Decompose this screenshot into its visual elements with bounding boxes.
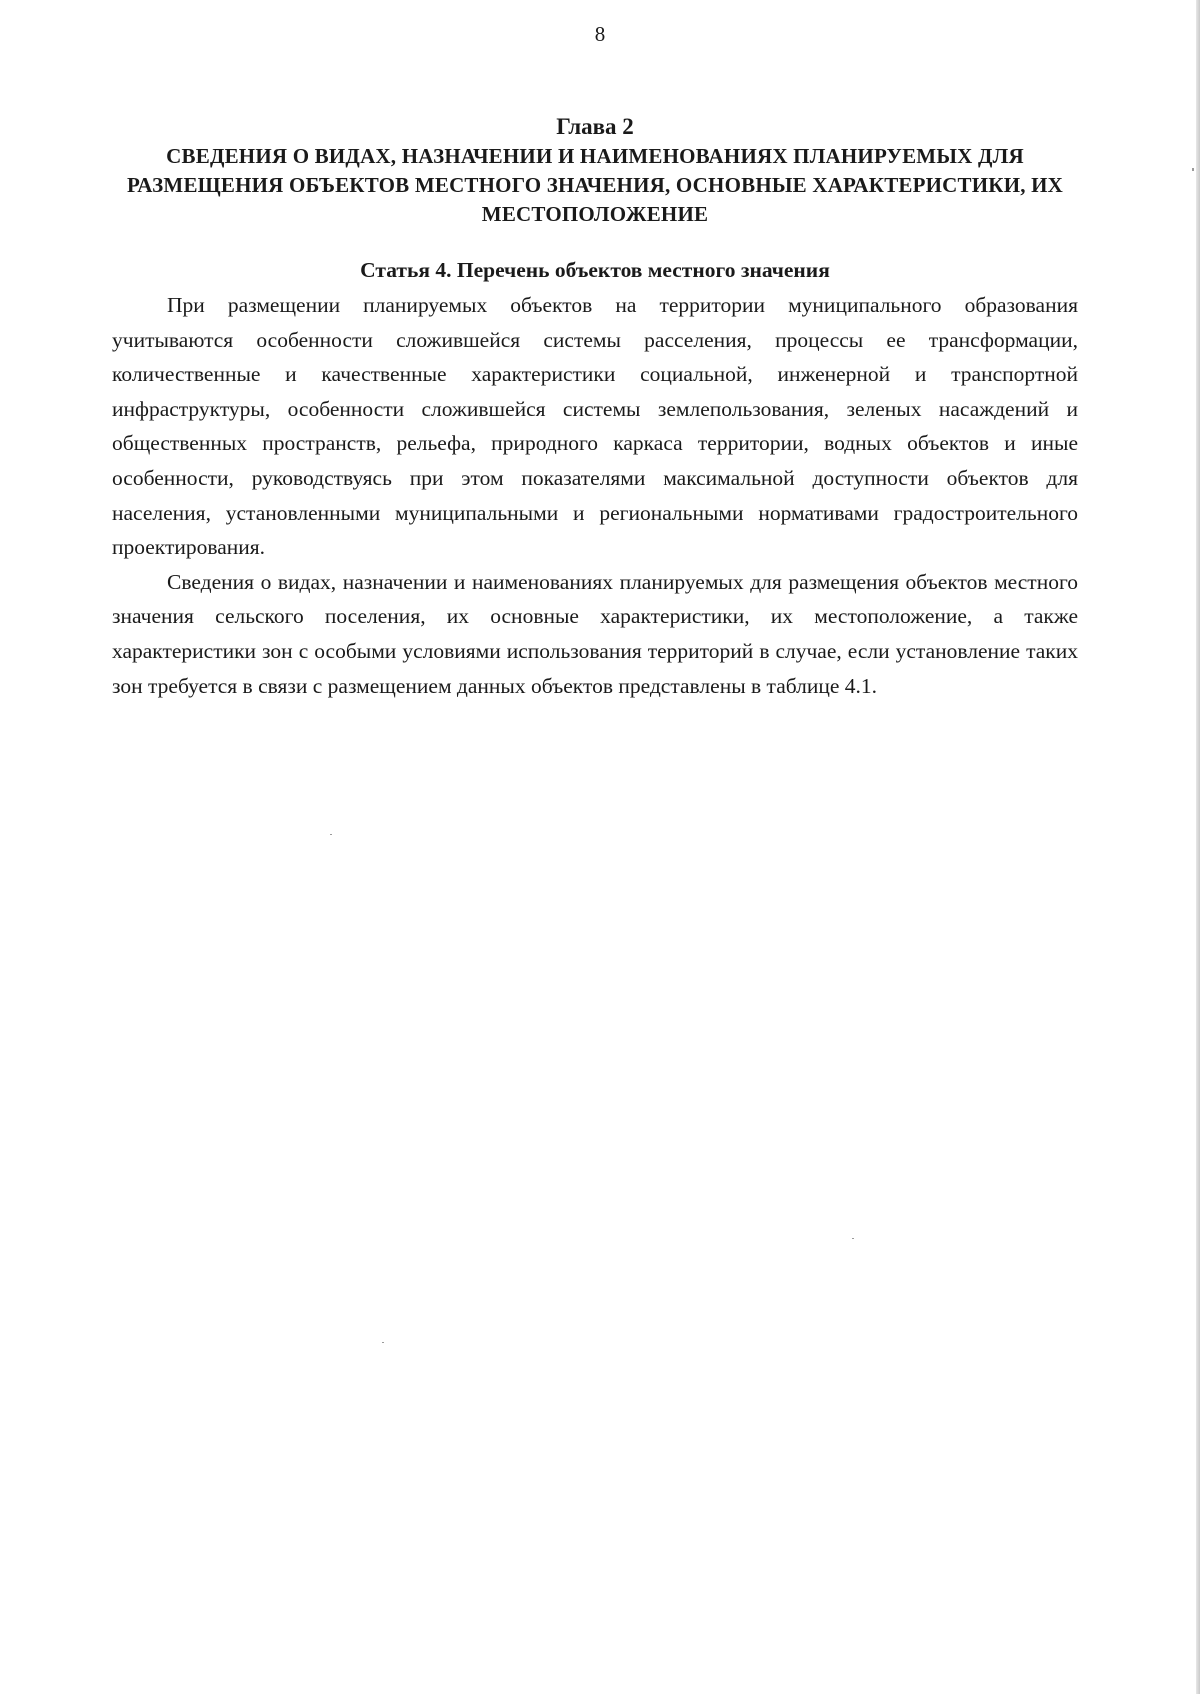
chapter-title: СВЕДЕНИЯ О ВИДАХ, НАЗНАЧЕНИИ И НАИМЕНОВАНИЯХ ПЛАНИРУЕМЫХ ДЛЯ РАЗМЕЩЕНИЯ ОБЪЕКТОВ МЕСТНОГО ЗНАЧЕНИЯ, ОСНОВНЫЕ ХАРАКТЕРИСТИКИ, ИХ МЕСТОПОЛОЖЕНИЕ [126,144,1064,226]
chapter-number: Глава 2 [556,114,634,139]
scan-speck [382,1342,384,1343]
chapter-heading [112,112,1078,229]
scan-speck [330,834,332,835]
paragraph: При размещении планируемых объектов на территории муниципального образования учитываются особенности сложившейся системы расселения, процессы ее трансформации, количественные и качественные характеристики социальной, инженерной и транспортной инфраструктуры, особенности сложившейся системы землепользования, зеленых насаждений и общественных пространств, рельефа, природного каркаса территории, водных объектов и иные особенности, руководствуясь при этом показателями максимальной доступности объектов для населения, установленными муниципальными и региональными нормативами градостроительного проектирования. [112,293,1078,560]
scan-speck [852,1238,854,1239]
page-number: 8 [594,22,606,46]
body-text [112,288,1078,703]
scan-edge [1196,0,1200,1694]
scan-speck [1192,168,1194,171]
article-title: Статья 4. Перечень объектов местного значения [360,258,830,282]
paragraph: Сведения о видах, назначении и наименованиях планируемых для размещения объектов местного значения сельского поселения, их основные характеристики, их местоположение, а также характеристики зон с особыми условиями использования территорий в случае, если установление таких зон требуется в связи с размещением данных объектов представлены в таблице 4.1. [112,569,1078,698]
